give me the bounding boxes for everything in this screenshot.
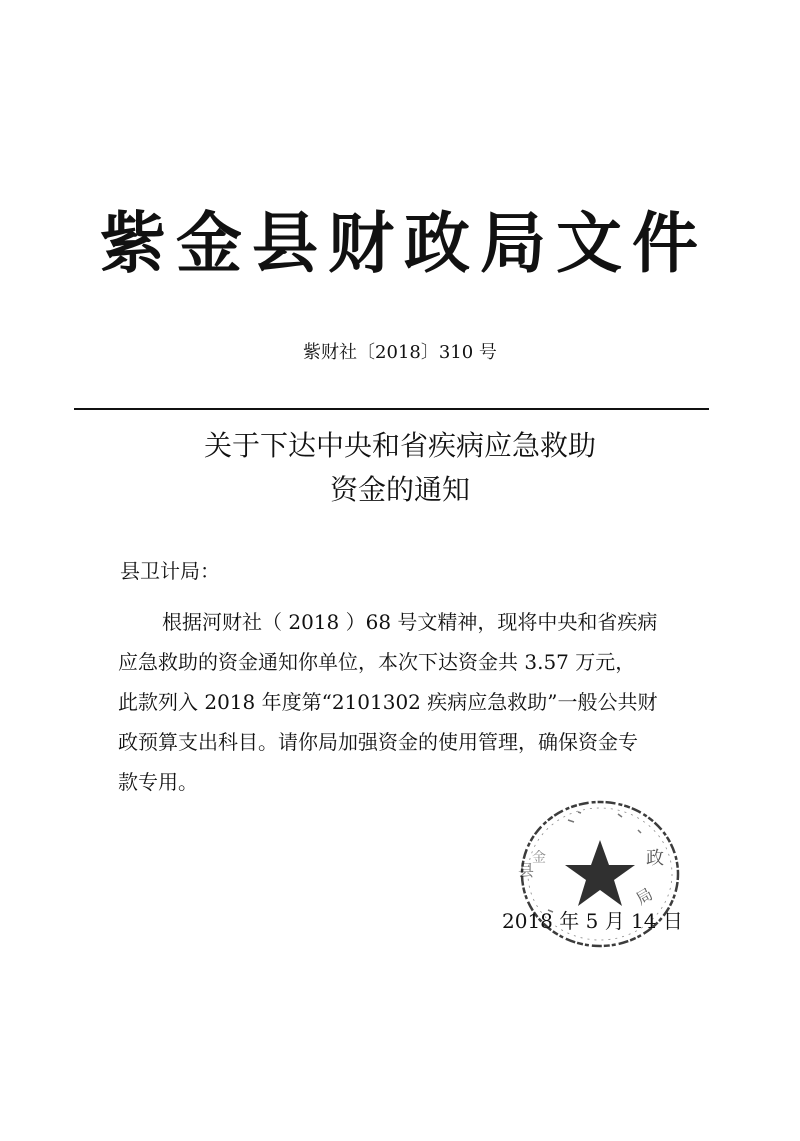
body-line: 款专用。 (118, 770, 198, 794)
salutation: 县卫计局： (120, 559, 220, 583)
issue-date: 2018 年 5 月 14 日 (502, 909, 683, 933)
body-line: 根据河财社（ 2018 ）68 号文精神，现将中央和省疾病 (162, 610, 658, 634)
body-line: 政预算支出科目。请你局加强资金的使用管理，确保资金专 (118, 730, 638, 754)
seal-text-fragment: 局 (632, 884, 656, 909)
seal-text-fragment: 金 (532, 850, 546, 866)
document-number: 紫财社〔2018〕310 号 (303, 342, 497, 363)
seal-text-fragment: 县 (518, 861, 535, 880)
notice-title (120, 424, 680, 512)
body-line: 应急救助的资金通知你单位，本次下达资金共 3.57 万元， (118, 650, 636, 674)
notice-title-line-2: 资金的通知 (329, 473, 470, 506)
org-title: 紫金县财政局文件 (100, 204, 708, 282)
notice-title-line-1: 关于下达中央和省疾病应急救助 (203, 429, 596, 462)
seal-star-icon (565, 840, 635, 906)
body-line: 此款列入 2018 年度第“2101302 疾病应急救助”一般公共财 (118, 690, 658, 714)
header-divider (74, 408, 709, 410)
seal-text-fragment: 政 (646, 848, 664, 869)
body-paragraph (118, 602, 698, 802)
